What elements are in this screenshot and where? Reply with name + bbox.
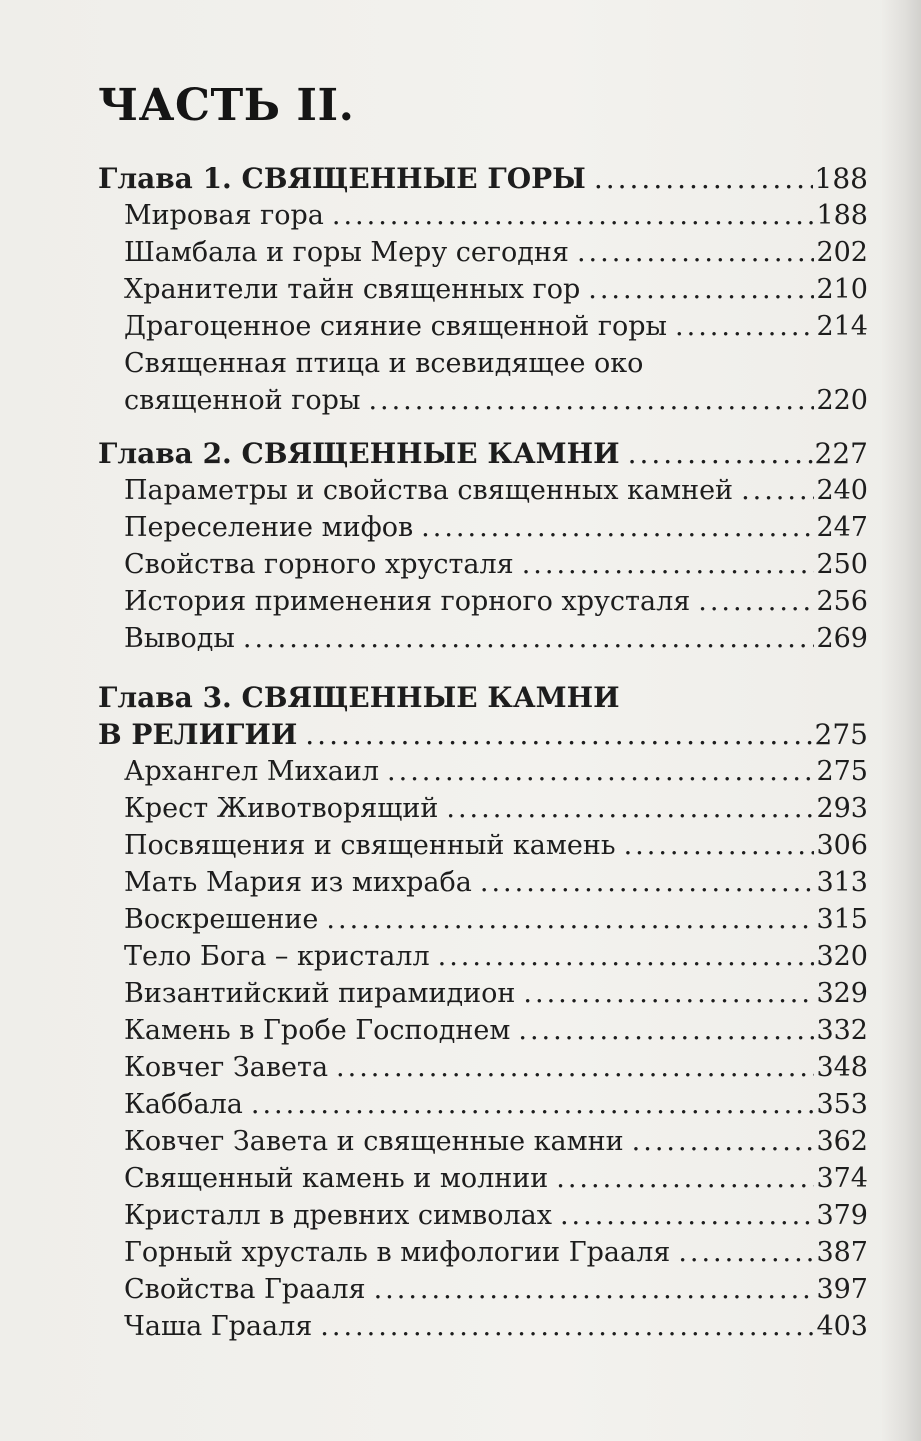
entry-title: Посвящения и священный камень	[124, 830, 616, 861]
dot-leader	[336, 1049, 814, 1086]
toc-entry[interactable]	[98, 583, 868, 620]
entry-title: Свойства Грааля	[124, 1274, 366, 1305]
page-number: 362	[816, 1126, 868, 1157]
dot-leader	[251, 1086, 815, 1123]
toc-entry[interactable]	[98, 1049, 868, 1086]
entry-title: Священный камень и молнии	[124, 1163, 549, 1194]
entry-title: Чаша Грааля	[124, 1311, 313, 1342]
page-number: 188	[814, 162, 868, 195]
chapter-1	[98, 160, 868, 419]
page-number: 315	[816, 904, 868, 935]
dot-leader	[368, 382, 814, 419]
dot-leader	[523, 975, 814, 1012]
page-number: 332	[816, 1015, 868, 1046]
dot-leader	[698, 583, 814, 620]
toc-entry[interactable]	[98, 1123, 868, 1160]
table-of-contents	[98, 160, 868, 1361]
entry-title: Шамбала и горы Меру сегодня	[124, 237, 569, 268]
dot-leader	[243, 620, 815, 657]
toc-entry[interactable]	[98, 1197, 868, 1234]
toc-entry[interactable]	[98, 472, 868, 509]
toc-entry[interactable]	[98, 753, 868, 790]
toc-entry[interactable]	[98, 827, 868, 864]
chapter-title: Глава 2. СВЯЩЕННЫЕ КАМНИ	[98, 437, 620, 470]
dot-leader	[522, 546, 815, 583]
dot-leader	[577, 234, 814, 271]
page-number: 397	[816, 1274, 868, 1305]
chapter-title: Глава 1. СВЯЩЕННЫЕ ГОРЫ	[98, 162, 586, 195]
toc-entry[interactable]	[98, 1308, 868, 1345]
page-number: 247	[816, 512, 868, 543]
dot-leader	[741, 472, 814, 509]
entry-title: Хранители тайн священных гор	[124, 274, 581, 305]
chapter-heading[interactable]	[98, 435, 868, 472]
page-number: 250	[816, 549, 868, 580]
entry-title: Камень в Гробе Господнем	[124, 1015, 511, 1046]
toc-entry[interactable]	[98, 975, 868, 1012]
page-number: 227	[814, 437, 868, 470]
dot-leader	[446, 790, 814, 827]
dot-leader	[480, 864, 815, 901]
toc-entry-line1[interactable]	[98, 345, 868, 382]
entry-title: Мать Мария из михраба	[124, 867, 472, 898]
page-number: 256	[816, 586, 868, 617]
chapter-title-line1[interactable]: Глава 3. СВЯЩЕННЫЕ КАМНИ	[98, 681, 620, 714]
page-gutter-shadow	[881, 0, 921, 1441]
page-number: 329	[816, 978, 868, 1009]
chapter-2	[98, 435, 868, 657]
entry-title: Ковчег Завета и священные камни	[124, 1126, 624, 1157]
chapter-title-line2: В РЕЛИГИИ	[98, 718, 298, 751]
dot-leader	[588, 271, 814, 308]
entry-title: Кристалл в древних символах	[124, 1200, 552, 1231]
part-title: ЧАСТЬ II.	[98, 80, 355, 131]
toc-entry[interactable]	[98, 1271, 868, 1308]
toc-entry[interactable]	[98, 308, 868, 345]
dot-leader	[624, 827, 815, 864]
entry-title: Горный хрусталь в мифологии Грааля	[124, 1237, 671, 1268]
chapter-3	[98, 679, 868, 1345]
page-number: 387	[816, 1237, 868, 1268]
dot-leader	[387, 753, 814, 790]
toc-entry[interactable]	[98, 864, 868, 901]
entry-title: священной горы	[124, 385, 361, 416]
toc-entry[interactable]	[98, 197, 868, 234]
dot-leader	[678, 1234, 814, 1271]
toc-entry[interactable]	[98, 938, 868, 975]
toc-entry[interactable]	[98, 1012, 868, 1049]
page-number: 320	[816, 941, 868, 972]
page-number: 374	[816, 1163, 868, 1194]
toc-entry[interactable]	[98, 546, 868, 583]
dot-leader	[326, 901, 814, 938]
entry-title: Архангел Михаил	[124, 756, 380, 787]
dot-leader	[332, 197, 815, 234]
page-number: 240	[816, 475, 868, 506]
page-number: 313	[816, 867, 868, 898]
dot-leader	[374, 1271, 815, 1308]
page-number: 220	[816, 385, 868, 416]
page-number: 379	[816, 1200, 868, 1231]
page-number: 348	[816, 1052, 868, 1083]
entry-title: Переселение мифов	[124, 512, 414, 543]
entry-title: Драгоценное сияние священной горы	[124, 311, 668, 342]
toc-entry[interactable]	[98, 1234, 868, 1271]
dot-leader	[421, 509, 814, 546]
dot-leader	[438, 938, 815, 975]
entry-title: Византийский пирамидион	[124, 978, 516, 1009]
chapter-heading[interactable]	[98, 160, 868, 197]
page-number: 210	[816, 274, 868, 305]
entry-title: Крест Животворящий	[124, 793, 439, 824]
chapter-heading[interactable]	[98, 716, 868, 753]
page-number: 214	[816, 311, 868, 342]
dot-leader	[594, 160, 813, 197]
entry-title: Ковчег Завета	[124, 1052, 329, 1083]
entry-title: Выводы	[124, 623, 235, 654]
toc-entry[interactable]	[98, 790, 868, 827]
entry-title: Параметры и свойства священных камней	[124, 475, 734, 506]
dot-leader	[556, 1160, 814, 1197]
dot-leader	[320, 1308, 814, 1345]
toc-entry[interactable]	[98, 1086, 868, 1123]
entry-title: Каббала	[124, 1089, 243, 1120]
page-number: 275	[814, 718, 868, 751]
page-number: 269	[816, 623, 868, 654]
toc-entry-line2[interactable]	[98, 382, 868, 419]
toc-entry[interactable]	[98, 271, 868, 308]
page-number: 293	[816, 793, 868, 824]
entry-title: Священная птица и всевидящее око	[124, 348, 644, 379]
page-number: 202	[816, 237, 868, 268]
page-number: 306	[816, 830, 868, 861]
dot-leader	[628, 435, 813, 472]
dot-leader	[560, 1197, 815, 1234]
dot-leader	[632, 1123, 815, 1160]
entry-title: Воскрешение	[124, 904, 319, 935]
entry-title: Тело Бога – кристалл	[124, 941, 430, 972]
entry-title: Свойства горного хрусталя	[124, 549, 514, 580]
entry-title: Мировая гора	[124, 200, 324, 231]
entry-title: История применения горного хрусталя	[124, 586, 691, 617]
toc-entry[interactable]	[98, 234, 868, 271]
dot-leader	[518, 1012, 814, 1049]
page-number: 403	[816, 1311, 868, 1342]
toc-entry[interactable]	[98, 1160, 868, 1197]
toc-entry[interactable]	[98, 509, 868, 546]
page-number: 353	[816, 1089, 868, 1120]
dot-leader	[305, 716, 812, 753]
toc-entry[interactable]	[98, 901, 868, 938]
page-number: 188	[816, 200, 868, 231]
dot-leader	[675, 308, 814, 345]
page-number: 275	[816, 756, 868, 787]
toc-entry[interactable]	[98, 620, 868, 657]
